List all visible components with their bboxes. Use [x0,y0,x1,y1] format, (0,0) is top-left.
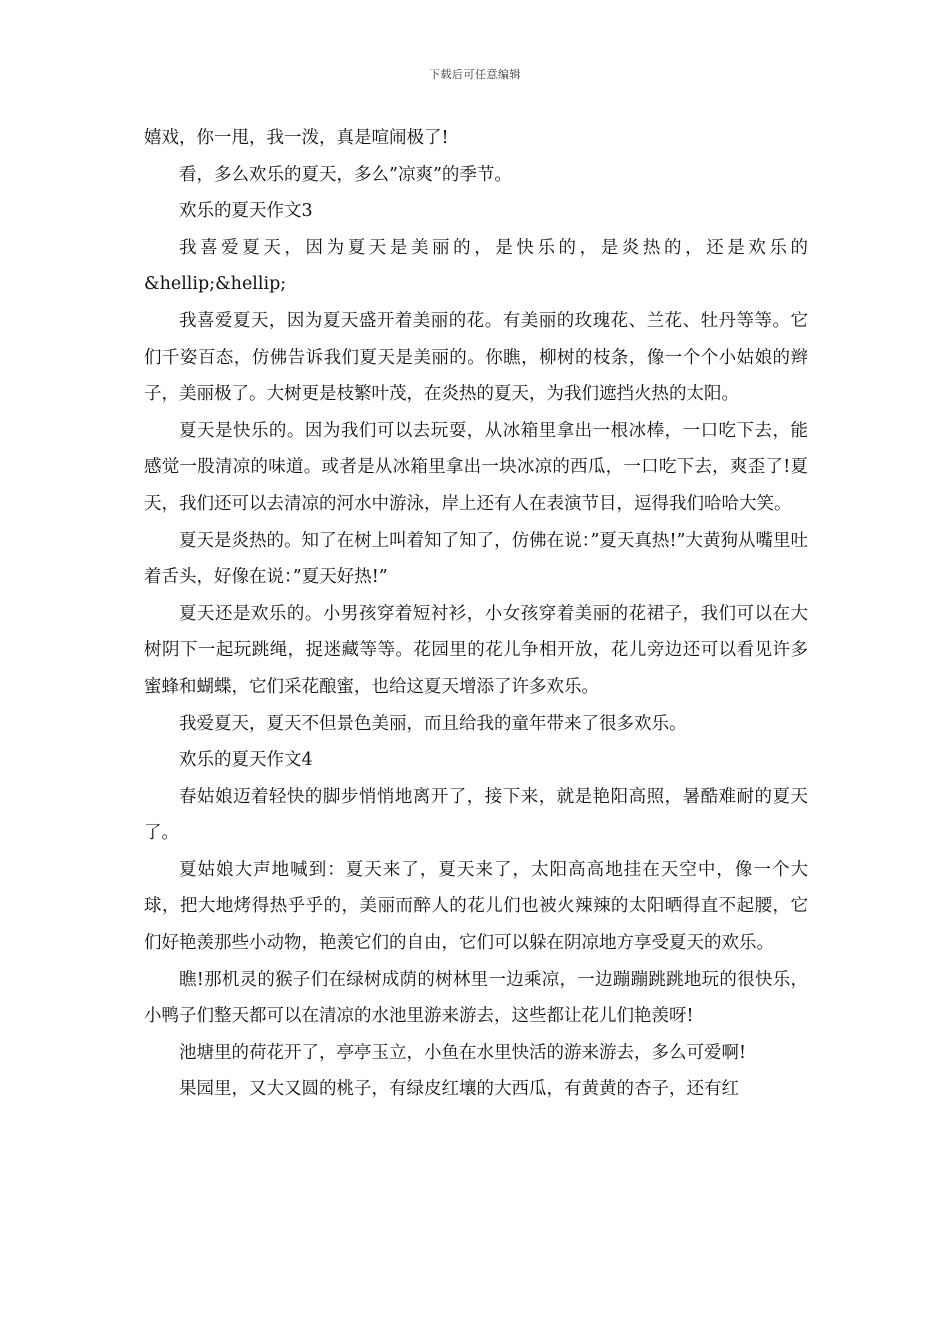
section-heading: 欢乐的夏天作文4 [179,750,313,771]
paragraph: 春姑娘迈着轻快的脚步悄悄地离开了，接下来，就是艳阳高照，暑酷难耐的夏天了。 [144,786,808,844]
paragraph: 我喜爱夏天，因为夏天是美丽的，是快乐的，是炎热的，还是欢乐的&hellip;&hellip; [144,237,808,295]
page-header-note: 下载后可任意编辑 [429,68,521,81]
paragraph: 嬉戏，你一甩，我一泼，真是喧闹极了! [144,128,449,148]
paragraph: 瞧!那机灵的猴子们在绿树成荫的树林里一边乘凉，一边蹦蹦跳跳地玩的很快乐，小鸭子们整天都可以在清凉的水池里游来游去，这些都让花儿们艳羡呀! [144,969,808,1027]
paragraph: 夏天是快乐的。因为我们可以去玩耍，从冰箱里拿出一根冰棒，一口吃下去，能感觉一股清凉的味道。或者是从冰箱里拿出一块冰凉的西瓜，一口吃下去，爽歪了!夏天，我们还可以去清凉的河水中游泳，岸上还有人在表演节目，逗得我们哈哈大笑。 [144,420,808,514]
paragraph: 夏天还是欢乐的。小男孩穿着短衬衫，小女孩穿着美丽的花裙子，我们可以在大树阴下一起玩跳绳，捉迷藏等等。花园里的花儿争相开放，花儿旁边还可以看见许多蜜蜂和蝴蝶，它们采花酿蜜，也给这夏天增添了许多欢乐。 [144,603,808,697]
paragraph: 池塘里的荷花开了，亭亭玉立，小鱼在水里快活的游来游去，多么可爱啊! [179,1042,747,1063]
paragraph: 果园里，又大又圆的桃子，有绿皮红壤的大西瓜，有黄黄的杏子，还有红 [179,1079,739,1100]
paragraph: 夏姑娘大声地喊到：夏天来了，夏天来了，太阳高高地挂在天空中，像一个大球，把大地烤得热乎乎的，美丽而醉人的花儿们也被火辣辣的太阳晒得直不起腰，它们好艳羡那些小动物，艳羡它们的自由，它们可以躲在阴凉地方享受夏天的欢乐。 [144,859,808,954]
document-body [144,120,808,1108]
section-heading: 欢乐的夏天作文3 [179,201,313,222]
paragraph: 我爱夏天，夏天不但景色美丽，而且给我的童年带来了很多欢乐。 [179,713,687,734]
paragraph: 我喜爱夏天，因为夏天盛开着美丽的花。有美丽的玫瑰花、兰花、牡丹等等。它们千姿百态，仿佛告诉我们夏天是美丽的。你瞧，柳树的枝条，像一个个小姑娘的辫子，美丽极了。大树更是枝繁叶茂，在炎热的夏天，为我们遮挡火热的太阳。 [144,310,808,405]
paragraph: 看，多么欢乐的夏天，多么”凉爽”的季节。 [179,164,512,185]
paragraph: 夏天是炎热的。知了在树上叫着知了知了，仿佛在说：”夏天真热!”大黄狗从嘴里吐着舌头，好像在说：”夏天好热!” [144,530,808,588]
